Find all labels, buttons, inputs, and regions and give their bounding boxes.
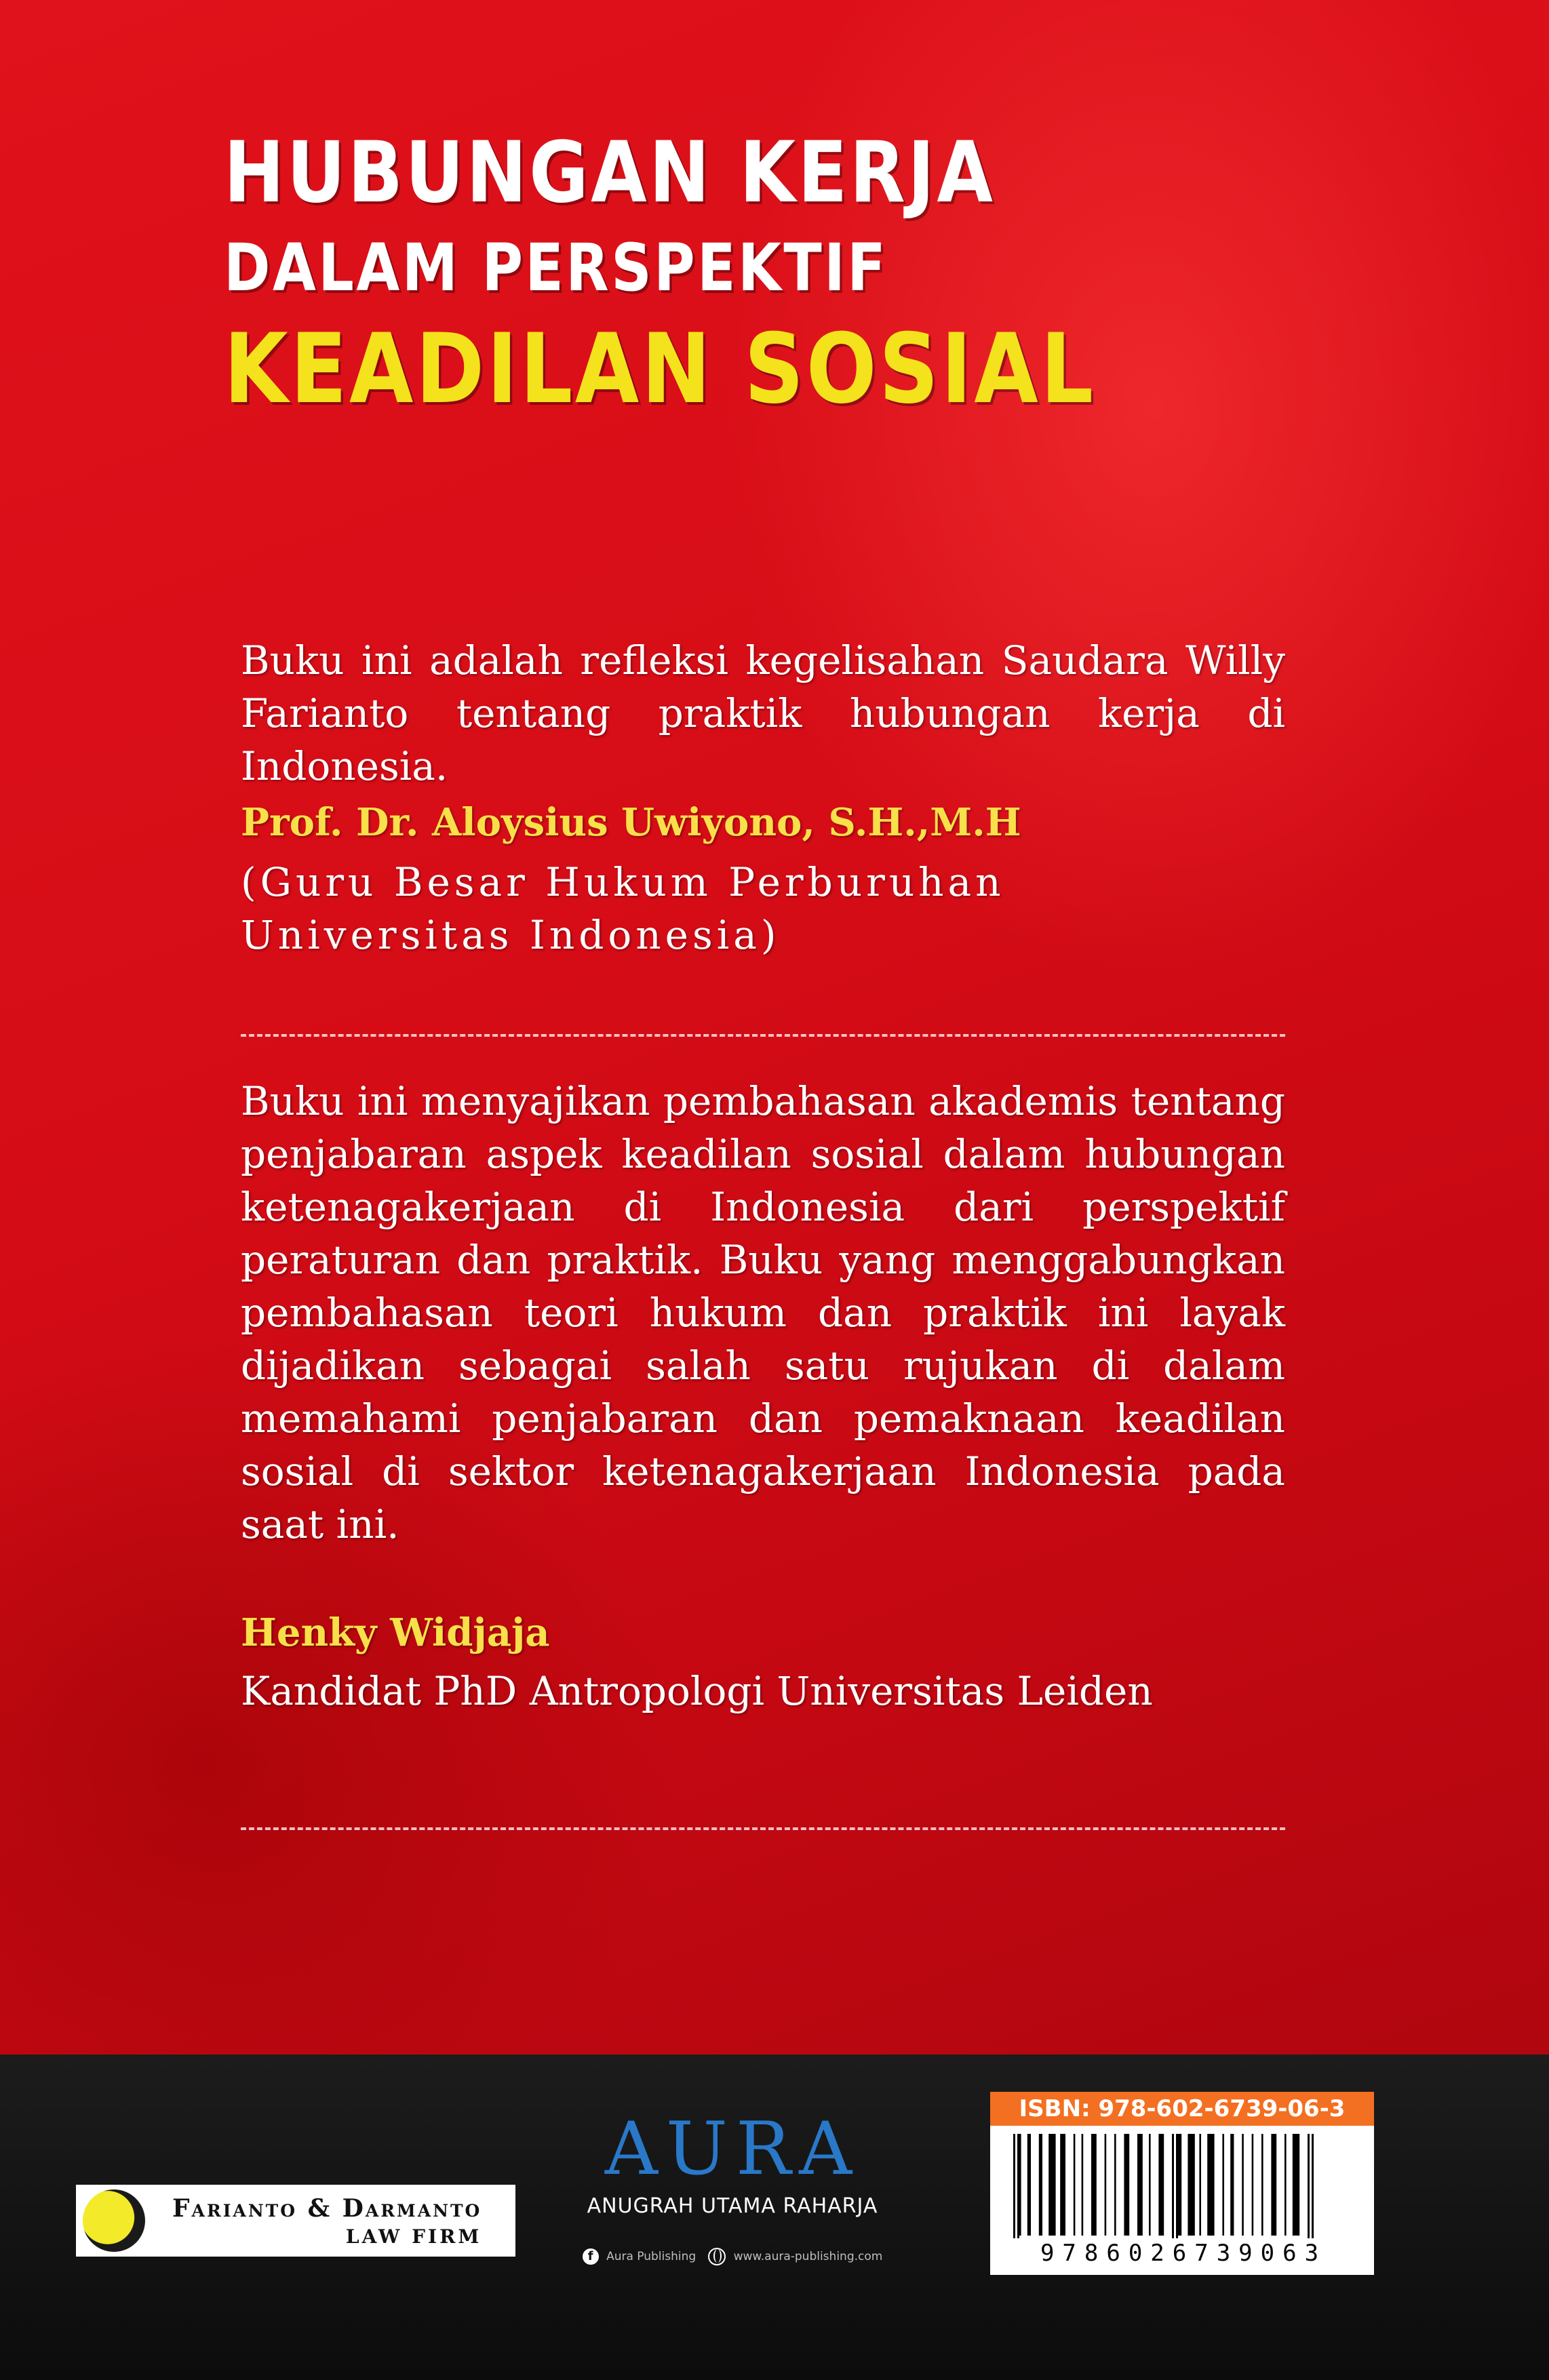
dashed-divider	[241, 1827, 1285, 1830]
law-firm-subtitle: LAW FIRM	[345, 2225, 482, 2248]
barcode	[1011, 2134, 1356, 2248]
publisher-logo	[570, 2107, 895, 2263]
endorsement-2-author: Henky Widjaja	[241, 1610, 550, 1655]
endorsement-1-affiliation: (Guru Besar Hukum Perburuhan Universitas Indonesia)	[241, 859, 1005, 958]
publisher-name: ANUGRAH UTAMA RAHARJA	[587, 2194, 878, 2218]
globe-icon	[708, 2248, 726, 2265]
publisher-mark: AURA	[604, 2107, 861, 2191]
isbn-digits: 9786026739063	[1004, 2238, 1363, 2268]
title-line-3: KEADILAN SOSIAL	[224, 313, 1096, 425]
publisher-facebook: Aura Publishing	[606, 2250, 697, 2263]
isbn-label: ISBN: 978-602-6739-06-3	[990, 2092, 1374, 2126]
publisher-website: www.aura-publishing.com	[733, 2250, 883, 2263]
title-line-1: HUBUNGAN KERJA	[224, 124, 996, 222]
endorsement-1-text: Buku ini adalah refleksi kegelisahan Saudara Willy Farianto tentang praktik hubungan kerja di Indonesia.	[241, 637, 1285, 789]
publisher-links	[570, 2248, 895, 2265]
law-firm-emblem-icon	[83, 2189, 145, 2252]
endorsement-2-affiliation: Kandidat PhD Antropologi Universitas Leiden	[241, 1668, 1153, 1714]
law-firm-logo	[76, 2185, 515, 2257]
endorsement-2-text: Buku ini menyajikan pembahasan akademis tentang penjabaran aspek keadilan sosial dalam hubungan ketenagakerjaan di Indonesia dari perspektif peraturan dan praktik. Buku yang menggabungkan pembahasan teori hukum dan praktik ini layak dijadikan sebagai salah satu rujukan di dalam memahami penjabaran dan pemaknaan keadilan sosial di sektor ketenagakerjaan Indonesia pada saat ini.	[241, 1078, 1285, 1547]
endorsement-1-author: Prof. Dr. Aloysius Uwiyono, S.H.,M.H	[241, 800, 1021, 845]
dashed-divider	[241, 1034, 1285, 1037]
isbn-barcode-box	[990, 2092, 1374, 2275]
title-line-2: DALAM PERSPEKTIF	[224, 230, 888, 306]
law-firm-name: Farianto & Darmanto	[172, 2194, 482, 2223]
book-title	[224, 122, 1238, 427]
facebook-icon: f	[583, 2248, 599, 2265]
